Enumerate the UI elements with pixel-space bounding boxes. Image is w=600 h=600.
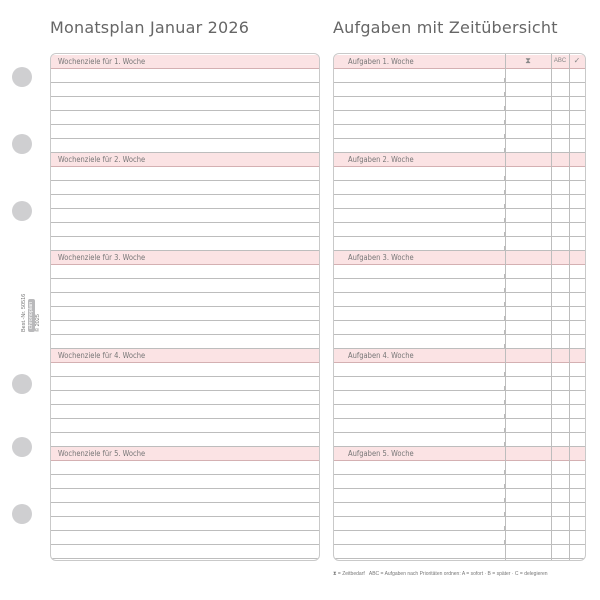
task-line xyxy=(334,461,585,475)
goal-line xyxy=(51,307,319,321)
task-line xyxy=(334,223,585,237)
goal-line xyxy=(51,69,319,83)
copyright: © 2025 xyxy=(34,314,41,332)
goal-line xyxy=(51,321,319,335)
task-line xyxy=(334,279,585,293)
goals-week-header: Wochenziele für 2. Woche xyxy=(51,153,319,167)
right-page-title: Aufgaben mit Zeitübersicht xyxy=(333,18,558,37)
punch-hole xyxy=(12,134,32,154)
task-line xyxy=(334,111,585,125)
punch-hole xyxy=(12,67,32,87)
task-line xyxy=(334,335,585,349)
task-line xyxy=(334,293,585,307)
goal-line xyxy=(51,293,319,307)
product-info xyxy=(17,262,45,332)
abc-priority-icon: ABC xyxy=(553,58,567,64)
left-page-title: Monatsplan Januar 2026 xyxy=(50,18,250,37)
task-line xyxy=(334,181,585,195)
goal-line xyxy=(51,503,319,517)
tasks-panel xyxy=(333,53,586,561)
goal-line xyxy=(51,517,319,531)
goal-line xyxy=(51,167,319,181)
punch-hole xyxy=(12,201,32,221)
goal-line xyxy=(51,181,319,195)
time-column-divider xyxy=(505,54,506,560)
goal-line xyxy=(51,83,319,97)
goal-line xyxy=(51,377,319,391)
task-line xyxy=(334,503,585,517)
legend-time: ⧗ = Zeitbedarf xyxy=(333,571,365,577)
task-line xyxy=(334,475,585,489)
goals-week-header: Wochenziele für 4. Woche xyxy=(51,349,319,363)
weekly-goals-panel xyxy=(50,53,320,561)
goal-line xyxy=(51,265,319,279)
task-line xyxy=(334,321,585,335)
task-line xyxy=(334,307,585,321)
punch-hole xyxy=(12,437,32,457)
tasks-week-header: Aufgaben 5. Woche xyxy=(334,447,585,461)
goals-week-header: Wochenziele für 3. Woche xyxy=(51,251,319,265)
task-line xyxy=(334,391,585,405)
goal-line xyxy=(51,489,319,503)
legend-priority: ABC = Aufgaben nach Prioritäten ordnen: A = sofort · B = später · C = delegieren xyxy=(368,571,548,577)
task-line xyxy=(334,363,585,377)
task-line xyxy=(334,265,585,279)
goals-week-header: Wochenziele für 1. Woche xyxy=(51,55,319,69)
task-line xyxy=(334,97,585,111)
tasks-week-header: Aufgaben 3. Woche xyxy=(334,251,585,265)
tasks-week-header: Aufgaben 1. Woche xyxy=(334,55,585,69)
goal-line xyxy=(51,335,319,349)
task-line xyxy=(334,237,585,251)
goal-line xyxy=(51,405,319,419)
goal-line xyxy=(51,531,319,545)
tasks-week-header: Aufgaben 2. Woche xyxy=(334,153,585,167)
task-line xyxy=(334,209,585,223)
task-line xyxy=(334,167,585,181)
task-line xyxy=(334,69,585,83)
tasks-week-header: Aufgaben 4. Woche xyxy=(334,349,585,363)
task-line xyxy=(334,489,585,503)
task-line xyxy=(334,545,585,559)
task-line xyxy=(334,517,585,531)
goal-line xyxy=(51,279,319,293)
goal-line xyxy=(51,475,319,489)
task-line xyxy=(334,377,585,391)
brand-label: chronoplan xyxy=(28,299,35,332)
goal-line xyxy=(51,545,319,559)
goal-line xyxy=(51,363,319,377)
task-line xyxy=(334,139,585,153)
goal-line xyxy=(51,461,319,475)
task-line xyxy=(334,125,585,139)
goal-line xyxy=(51,419,319,433)
punch-hole xyxy=(12,374,32,394)
task-line xyxy=(334,531,585,545)
goal-line xyxy=(51,209,319,223)
goal-line xyxy=(51,139,319,153)
task-line xyxy=(334,433,585,447)
task-line xyxy=(334,195,585,209)
task-line xyxy=(334,419,585,433)
goal-line xyxy=(51,391,319,405)
abc-column-divider xyxy=(551,54,552,560)
legend xyxy=(333,571,593,577)
goal-line xyxy=(51,97,319,111)
task-line xyxy=(334,83,585,97)
goal-line xyxy=(51,237,319,251)
check-column-divider xyxy=(569,54,570,560)
hourglass-icon: ⧗ xyxy=(525,56,531,65)
goal-line xyxy=(51,223,319,237)
product-number: Best.-Nr. 50516 xyxy=(20,293,27,332)
goals-week-header: Wochenziele für 5. Woche xyxy=(51,447,319,461)
checkmark-icon: ✓ xyxy=(573,56,581,65)
task-line xyxy=(334,405,585,419)
goal-line xyxy=(51,125,319,139)
punch-hole xyxy=(12,504,32,524)
goal-line xyxy=(51,111,319,125)
goal-line xyxy=(51,195,319,209)
goal-line xyxy=(51,433,319,447)
